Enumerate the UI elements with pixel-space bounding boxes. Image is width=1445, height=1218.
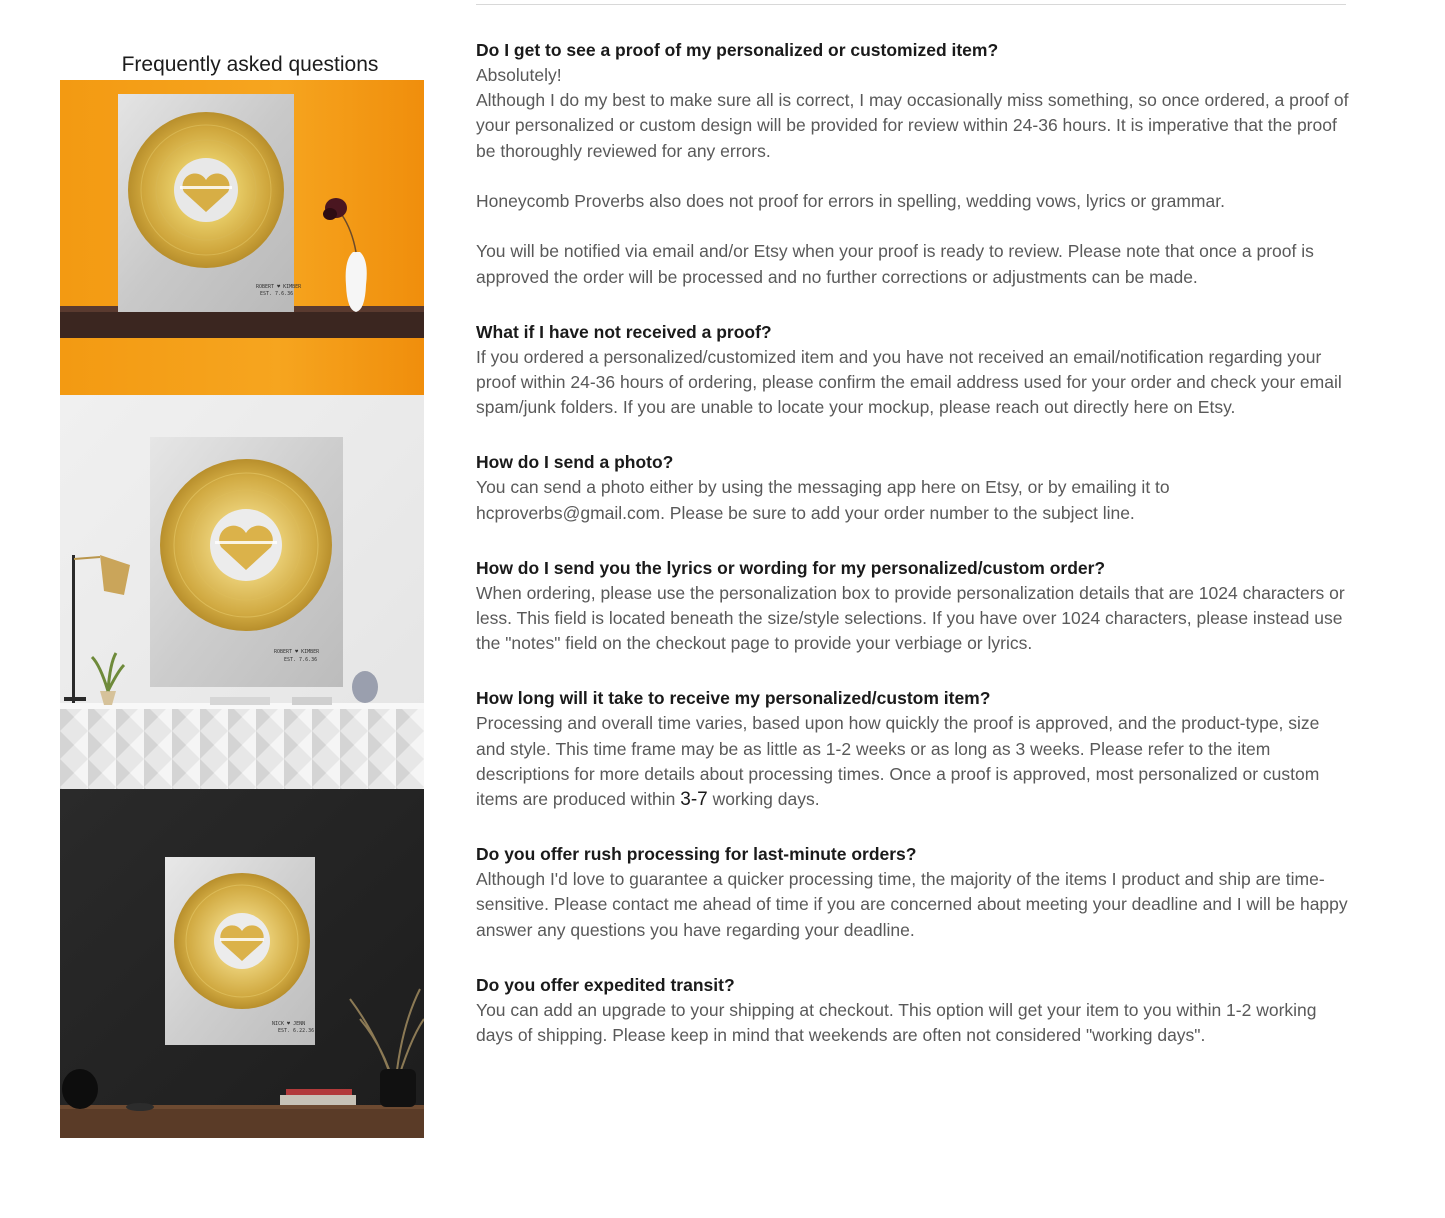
faq-answer: If you ordered a personalized/customized item and you have not received an email/notification regarding your proof within 24-36 hours of ordering, please confirm the email address used for your order and check your email spam/junk folders. If you are unable to locate your mockup, please reach out directly here on Etsy. (476, 346, 1342, 418)
faq-item (476, 320, 1351, 421)
svg-text:EST. 7.6.36: EST. 7.6.36 (284, 657, 318, 663)
processing-days: 3-7 (680, 789, 708, 811)
faq-item (476, 842, 1351, 943)
faq-question: Do I get to see a proof of my personalized or customized item? (476, 40, 999, 60)
faq-question: How do I send you the lyrics or wording for my personalized/custom order? (476, 557, 1106, 578)
svg-text:ROBERT ♥ KIMBER: ROBERT ♥ KIMBER (274, 649, 320, 655)
product-image-white-wall (60, 395, 424, 789)
faq-list (476, 38, 1351, 1078)
faq-answer-text: Processing and overall time varies, based upon how quickly the proof is approved, and the product-type, size and style. This time frame may be as little as 1-2 weeks or as long as 3 weeks. Please refer to the item descriptions for more details about processing times. Once a proof is approved, most personalized or custom items are produced within (476, 713, 1320, 810)
faq-question: How long will it take to receive my personalized/custom item? (476, 688, 991, 709)
faq-answer: You can add an upgrade to your shipping at checkout. This option will get your item to you within 1-2 working days of shipping. Please keep in mind that weekends are often not considered "working days". (476, 999, 1317, 1046)
svg-text:EST. 6.22.36: EST. 6.22.36 (278, 1028, 315, 1034)
product-image-column (60, 80, 424, 1138)
faq-answer (476, 711, 1351, 812)
faq-answer: When ordering, please use the personalization box to provide personalization details that are 1024 characters or less. This field is located beneath the size/style selections. If you have over 1024 characters, please instead use the "notes" field on the checkout page to provide your verbiage or lyrics. (476, 582, 1345, 654)
top-divider (476, 4, 1346, 5)
svg-text:NICK ♥ JENN: NICK ♥ JENN (272, 1021, 306, 1027)
faq-question: What if I have not received a proof? (476, 321, 772, 342)
faq-item (476, 38, 1351, 290)
product-image-black-wall (60, 789, 424, 1138)
faq-answer: Although I'd love to guarantee a quicker processing time, the majority of the items I product and ship are time-sensitive. Please contact me ahead of time if you are concerned about meeting your deadline and I will be happy answer any questions you have regarding your deadline. (476, 869, 1348, 940)
svg-text:EST. 7.6.36: EST. 7.6.36 (260, 291, 294, 297)
faq-question: How do I send a photo? (476, 452, 674, 473)
faq-answer-text: working days. (707, 789, 820, 810)
faq-answer: You can send a photo either by using the messaging app here on Etsy, or by emailing it to hcproverbs@gmail.com. Please be sure to add your order number to the subject line. (476, 477, 1170, 523)
faq-item (476, 450, 1351, 525)
faq-item (476, 973, 1351, 1048)
faq-item (476, 686, 1351, 812)
faq-question: Do you offer expedited transit? (476, 974, 735, 995)
svg-text:ROBERT ♥ KIMBER: ROBERT ♥ KIMBER (256, 284, 302, 290)
faq-answer: Absolutely! Although I do my best to make sure all is correct, I may occasionally miss something, so once ordered, a proof of your personalized or custom design will be provided for review within 24-36 hours. It is imperative that the proof be thoroughly reviewed for any errors. Honeycomb Proverbs also does not proof for errors in spelling, wedding vows, lyrics or grammar. You will be notified via email and/or Etsy when your proof is ready to review. Please note that once a proof is approved the order will be processed and no further corrections or adjustments can be made. (476, 65, 1349, 287)
faq-heading: Frequently asked questions (121, 53, 379, 77)
faq-item (476, 556, 1351, 657)
product-image-orange-wall (60, 80, 424, 395)
faq-question: Do you offer rush processing for last-minute orders? (476, 844, 917, 865)
